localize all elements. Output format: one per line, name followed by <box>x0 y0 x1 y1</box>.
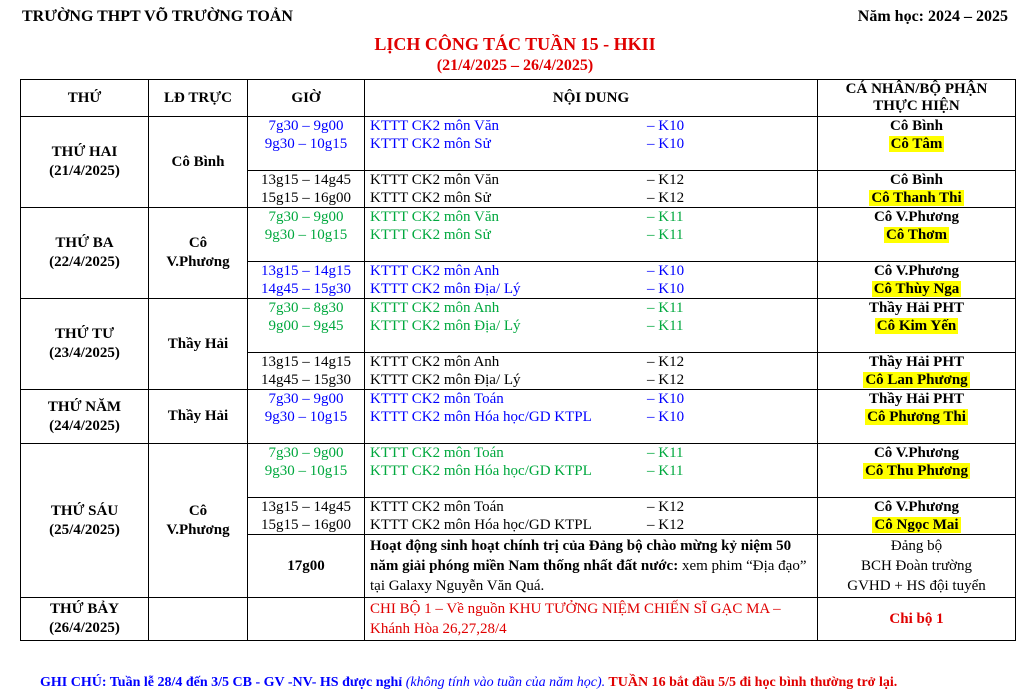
leader-name-line1: Cô <box>188 235 208 251</box>
time-cell <box>248 117 365 208</box>
person-name-highlighted: Cô Kim Yến <box>876 318 957 334</box>
time-value: 9g30 – 10g15 <box>264 409 348 425</box>
content-text: KTTT CK2 môn Văn <box>370 118 500 134</box>
leader-name-line2: V.Phương <box>166 521 230 538</box>
saturday-person: Chi bộ 1 <box>818 598 1016 641</box>
person-name: Cô Bình <box>890 118 943 134</box>
time-value: 13g15 – 14g45 <box>261 499 351 515</box>
person-name-highlighted: Cô Thu Phương <box>865 463 968 479</box>
leader-name-line1: Cô <box>188 502 208 519</box>
grade-label: – K12 <box>647 190 685 206</box>
grade-label: – K11 <box>647 463 684 479</box>
content-cell <box>365 117 818 208</box>
grade-label: – K10 <box>647 281 685 297</box>
event-time-cell <box>248 535 365 598</box>
event-organizer: Đảng bộ <box>890 538 943 554</box>
grade-label: – K12 <box>647 354 685 370</box>
day-date: (26/4/2025) <box>49 620 120 636</box>
leader-cell-empty <box>149 598 248 641</box>
day-row-friday <box>21 444 1016 535</box>
person-name: Thầy Hải PHT <box>868 391 965 407</box>
day-name: THỨ HAI <box>51 144 118 160</box>
person-name-highlighted: Cô Tâm <box>890 136 943 152</box>
grade-label: – K12 <box>647 499 685 515</box>
event-content-cell <box>365 535 818 598</box>
col-header-day: THỨ <box>21 80 149 117</box>
time-value: 7g30 – 8g30 <box>268 300 344 316</box>
day-row-saturday <box>21 598 1016 641</box>
content-text: KTTT CK2 môn Hóa học/GD KTPL <box>370 463 592 479</box>
schedule-title: LỊCH CÔNG TÁC TUẦN 15 - HKII <box>374 34 656 54</box>
content-text: KTTT CK2 môn Toán <box>370 445 504 461</box>
time-cell <box>248 390 365 444</box>
footer-note <box>40 675 897 691</box>
content-text: KTTT CK2 môn Sử <box>370 227 491 243</box>
time-value: 13g15 – 14g15 <box>261 263 351 279</box>
time-value: 9g30 – 10g15 <box>264 463 348 479</box>
time-value: 9g30 – 10g15 <box>264 227 348 243</box>
day-row-thursday <box>21 390 1016 444</box>
col-header-person <box>818 80 1016 117</box>
person-cell <box>818 390 1016 444</box>
time-value: 13g15 – 14g45 <box>261 172 351 188</box>
leader-cell <box>149 208 248 299</box>
day-row-tuesday <box>21 208 1016 299</box>
day-date: (23/4/2025) <box>49 345 120 361</box>
person-name: Thầy Hải PHT <box>868 354 965 370</box>
saturday-content: CHI BỘ 1 – Về nguồn KHU TƯỞNG NIỆM CHIẾN SĨ GẠC MA – Khánh Hòa 26,27,28/4 <box>365 598 818 641</box>
person-name-highlighted: Cô Phương Thi <box>867 409 966 425</box>
leader-cell <box>149 390 248 444</box>
content-text: KTTT CK2 môn Địa/ Lý <box>370 318 521 334</box>
time-value: 15g15 – 16g00 <box>261 517 351 533</box>
person-name: Cô V.Phương <box>873 209 960 225</box>
person-name: Cô V.Phương <box>873 445 960 461</box>
time-cell <box>248 444 365 535</box>
person-cell <box>818 299 1016 390</box>
day-date: (22/4/2025) <box>49 254 120 270</box>
time-cell <box>248 299 365 390</box>
event-content-normal: xem phim “Địa đạo” tại Galaxy Nguyễn Văn Quá. <box>370 558 807 594</box>
grade-label: – K11 <box>647 227 684 243</box>
time-value: 15g15 – 16g00 <box>261 190 351 206</box>
person-cell <box>818 117 1016 208</box>
day-cell <box>21 444 149 598</box>
day-row-monday <box>21 117 1016 208</box>
day-cell <box>21 299 149 390</box>
person-name: Thầy Hải PHT <box>868 300 965 316</box>
grade-label: – K12 <box>647 172 685 188</box>
grade-label: – K12 <box>647 517 685 533</box>
content-text: KTTT CK2 môn Anh <box>370 263 500 279</box>
event-organizer: GVHD + HS đội tuyển <box>847 578 986 594</box>
leader-name: Cô Bình <box>171 153 225 170</box>
grade-label: – K11 <box>647 209 684 225</box>
content-text: KTTT CK2 môn Sử <box>370 190 491 206</box>
day-name: THỨ BẢY <box>49 601 120 617</box>
content-text: KTTT CK2 môn Hóa học/GD KTPL <box>370 517 592 533</box>
time-value: 14g45 – 15g30 <box>261 372 351 388</box>
person-cell <box>818 208 1016 299</box>
col-header-time: GIỜ <box>248 80 365 117</box>
event-organizer-cell <box>818 535 1016 598</box>
day-date: (24/4/2025) <box>49 417 120 434</box>
time-value: 9g30 – 10g15 <box>264 136 348 152</box>
grade-label: – K10 <box>647 391 685 407</box>
col-header-leader: LĐ TRỰC <box>149 80 248 117</box>
person-name: Cô V.Phương <box>873 499 960 515</box>
day-cell <box>21 208 149 299</box>
time-value: 7g30 – 9g00 <box>268 391 344 407</box>
person-name-highlighted: Cô Thanh Thi <box>871 190 962 206</box>
time-value: 14g45 – 15g30 <box>261 281 351 297</box>
grade-label: – K10 <box>647 136 685 152</box>
grade-label: – K10 <box>647 263 685 279</box>
grade-label: – K10 <box>647 409 685 425</box>
schedule-table <box>20 79 1016 641</box>
person-cell <box>818 444 1016 535</box>
grade-label: – K11 <box>647 300 684 316</box>
col-header-person-line2: THỰC HIỆN <box>873 98 960 114</box>
time-value: 7g30 – 9g00 <box>268 445 344 461</box>
event-content-bold: Hoạt động sinh hoạt chính trị của Đảng bộ chào mừng kỷ niệm 50 năm giải phóng miền Nam thống nhất đất nước: <box>370 538 792 574</box>
event-organizer: BCH Đoàn trường <box>860 558 973 574</box>
content-text: KTTT CK2 môn Địa/ Lý <box>370 281 521 297</box>
content-text: KTTT CK2 môn Anh <box>370 354 500 370</box>
day-row-wednesday <box>21 299 1016 390</box>
note-red: TUẦN 16 bắt đầu 5/5 đi học bình thường trở lại. <box>605 675 898 690</box>
col-header-person-line1: CÁ NHÂN/BỘ PHẬN <box>845 81 988 97</box>
leader-cell <box>149 444 248 598</box>
leader-cell <box>149 299 248 390</box>
content-text: KTTT CK2 môn Hóa học/GD KTPL <box>370 409 592 425</box>
leader-name: Thầy Hải <box>167 408 229 424</box>
grade-label: – K11 <box>647 318 684 334</box>
leader-name-line2: V.Phương <box>166 254 230 270</box>
day-cell <box>21 390 149 444</box>
grade-label: – K11 <box>647 445 684 461</box>
content-cell <box>365 444 818 535</box>
grade-label: – K10 <box>647 118 685 134</box>
day-date: (21/4/2025) <box>49 163 120 179</box>
person-name-highlighted: Cô Thùy Nga <box>873 281 960 297</box>
time-cell-empty <box>248 598 365 641</box>
content-cell <box>365 208 818 299</box>
note-italic: (không tính vào tuần của năm học). <box>402 675 606 690</box>
col-header-content: NỘI DUNG <box>365 80 818 117</box>
content-text: KTTT CK2 môn Toán <box>370 499 504 515</box>
day-cell <box>21 117 149 208</box>
time-value: 13g15 – 14g15 <box>261 354 351 370</box>
time-value: 9g00 – 9g45 <box>268 318 344 334</box>
content-text: KTTT CK2 môn Sử <box>370 136 491 152</box>
schedule-date-range: (21/4/2025 – 26/4/2025) <box>436 57 594 74</box>
person-name: Cô V.Phương <box>873 263 960 279</box>
grade-label: – K12 <box>647 372 685 388</box>
person-name: Cô Bình <box>890 172 943 188</box>
content-text: KTTT CK2 môn Anh <box>370 300 500 316</box>
content-cell <box>365 299 818 390</box>
content-text: KTTT CK2 môn Văn <box>370 209 500 225</box>
time-value: 7g30 – 9g00 <box>268 118 344 134</box>
event-time: 17g00 <box>287 557 325 574</box>
day-name: THỨ TƯ <box>54 326 115 342</box>
content-text: KTTT CK2 môn Toán <box>370 391 504 407</box>
time-value: 7g30 – 9g00 <box>268 209 344 225</box>
time-cell <box>248 208 365 299</box>
day-cell <box>21 598 149 641</box>
header-row <box>21 80 1016 117</box>
school-year: Năm học: 2024 – 2025 <box>857 8 1008 25</box>
day-name: THỨ NĂM <box>47 398 122 415</box>
day-name: THỨ BA <box>55 235 114 251</box>
leader-name: Thầy Hải <box>167 335 229 352</box>
person-name-highlighted: Cô Ngọc Mai <box>874 517 959 533</box>
content-cell <box>365 390 818 444</box>
school-name: TRƯỜNG THPT VÕ TRƯỜNG TOẢN <box>22 8 293 25</box>
day-name: THỨ SÁU <box>50 502 119 519</box>
person-name-highlighted: Cô Lan Phương <box>865 372 968 388</box>
person-name-highlighted: Cô Thơm <box>886 227 947 243</box>
note-label: GHI CHÚ: Tuần lễ 28/4 đến 3/5 CB - GV -NV- HS được nghỉ <box>40 675 403 690</box>
content-text: KTTT CK2 môn Địa/ Lý <box>370 372 521 388</box>
content-text: KTTT CK2 môn Văn <box>370 172 500 188</box>
day-date: (25/4/2025) <box>49 521 120 538</box>
leader-cell <box>149 117 248 208</box>
